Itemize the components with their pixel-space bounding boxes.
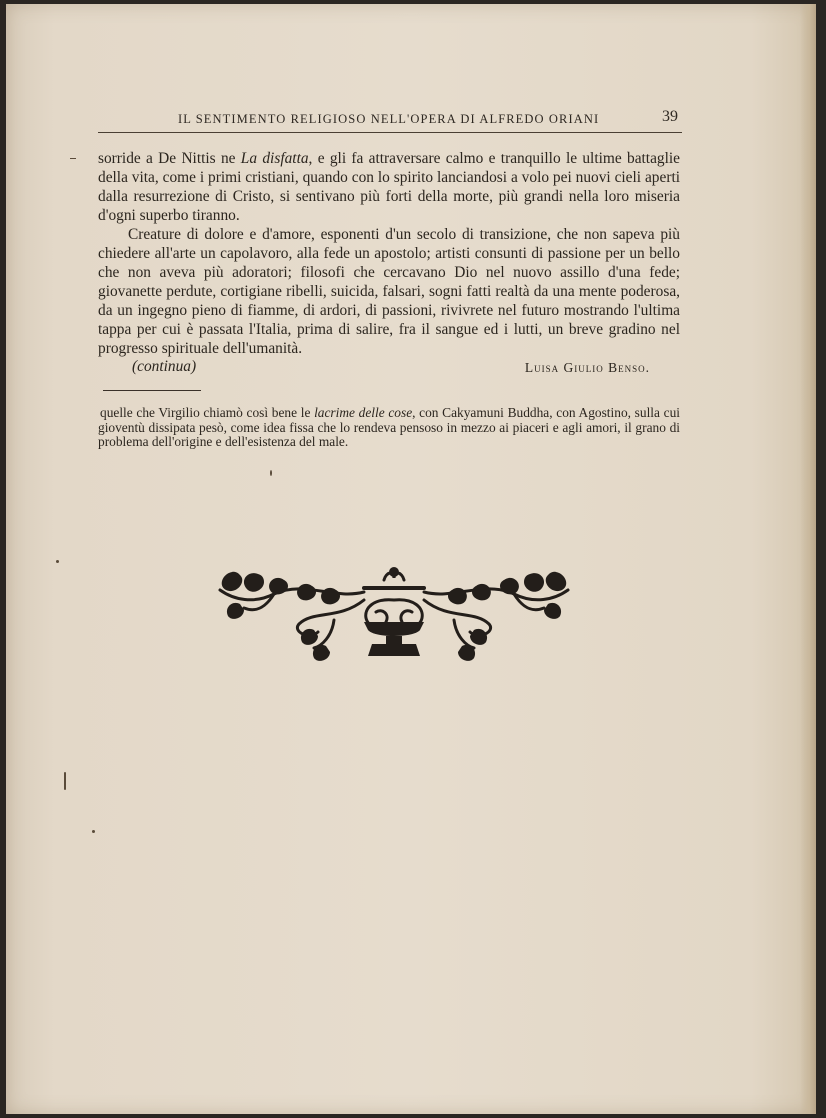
footnote-text [98, 406, 680, 450]
page-number: 39 [662, 108, 678, 125]
continua-note: (continua) [132, 358, 197, 375]
footnote [98, 406, 680, 450]
book-page [6, 4, 816, 1114]
footnote-divider [103, 390, 201, 391]
footnote-rest: , con Cakyamuni Buddha, con Agostino, sulla cui gioventù dissipata pesò, come idea fissa che lo rendeva pensoso in mezzo ai piaceri e agli amori, il grano di problema dell'origine e dell'esistenza del male. [98, 405, 680, 449]
book-title-italic: La disfatta [240, 150, 309, 167]
running-title: IL SENTIMENTO RELIGIOSO NELL'OPERA DI ALFREDO ORIANI [178, 112, 600, 126]
running-head [98, 108, 682, 133]
signoff [98, 358, 650, 378]
paragraph-2: Creature di dolore e d'amore, esponenti d'un secolo di transizione, che non sapeva più chiedere all'arte un capolavoro, alla fede un apostolo; artisti consunti di passione per un bello che non aveva più adoratori; filosofi che cercavano Dio nel nuovo assillo d'una fede; giovanette perdute, cortigiane ribelli, suicida, falsari, sogni fatti realtà da una mente poderosa, da un ingegno pieno di fiamme, di ardori, di passioni, rivivrete nel futuro mostrando l'ultima tappa per cui è passata l'Italia, prima di salire, fra il sangue ed i lutti, un breve gradino nel progresso spirituale dell'umanità. [98, 226, 680, 357]
article-body [98, 149, 680, 358]
footnote-start: quelle che Virgilio chiamò così bene le [100, 405, 315, 420]
author-name: Luisa Giulio Benso. [524, 360, 650, 375]
paragraph-1 [98, 149, 680, 225]
paragraph-1-start: sorride a De Nittis ne [98, 150, 241, 167]
paragraph-1-rest: , e gli fa attraversare calmo e tranquillo le ultime battaglie della vita, come i primi cristiani, quando con lo spirito lanciandosi a volo pei nuovi cieli aperti dalla resurrezione di Cristo, si sentivano più forti della morte, più grandi nella loro miseria d'ogni superbo tiranno. [98, 150, 680, 224]
footnote-italic: lacrime delle cose [314, 405, 413, 420]
page-edge [800, 4, 816, 1114]
floral-urn-ornament-icon [214, 560, 574, 664]
